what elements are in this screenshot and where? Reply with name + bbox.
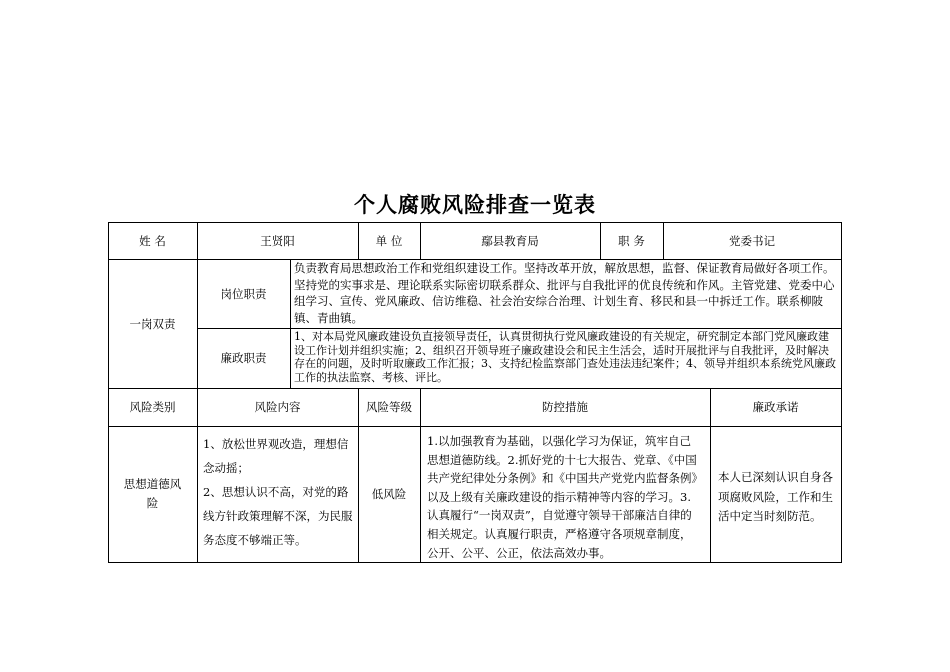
risk-content-header: 风险内容 — [254, 400, 301, 414]
position-label: 职 务 — [618, 233, 645, 248]
clean-duty-label: 廉政职责 — [220, 351, 267, 365]
name-value: 王贤阳 — [260, 233, 295, 248]
risk-category-header: 风险类别 — [129, 400, 176, 414]
risk-content-item-2: 2、思想认识不高，对党的路线方针政策理解不深，为民服务态度不够端正等。 — [203, 485, 353, 547]
name-label: 姓 名 — [139, 233, 166, 248]
risk-content-cell — [197, 426, 358, 562]
integrity-commitment-header: 廉政承诺 — [752, 400, 799, 414]
document-title: 个人腐败风险排查一览表 — [354, 192, 596, 217]
job-duty-label: 岗位职责 — [220, 286, 267, 301]
risk-level-header: 风险等级 — [366, 400, 412, 414]
job-duty-text: 负责教育局思想政治工作和党组织建设工作。坚持改革开放，解放思想，监督、保证教育局做好各项工作。坚持党的实事求是、理论联系实际密切联系群众、批评与自我批评的优良传统和作风。主管党建、党委中心组学习、宣传、党风廉政、信访维稳、社会治安综合治理、计划生育、移民和县一中拆迁工作。联系柳陂镇、青曲镇。 — [294, 261, 835, 325]
unit-label: 单 位 — [375, 233, 403, 248]
unit-value: 鄢县教育局 — [481, 233, 539, 248]
clean-duty-text: 1、对本局党风廉政建设负直接领导责任，认真贯彻执行党风廉政建设的有关规定，研究制定本部门党风廉政建设工作计划并组织实施；2、组织召开领导班子廉政建设会和民主生活会，适时开展批评与自我批评，及时解决存在的问题，及时听取廉政工作汇报；3、支持纪检监察部门查处违法违纪案件；4、领导并组织本系统党风廉政工作的执法监察、考核、评比。 — [294, 330, 836, 384]
integrity-commitment-text: 本人已深刻认识自身各项腐败风险，工作和生活中定当时刻防范。 — [718, 470, 833, 523]
responsibility-group-label: 一岗双责 — [129, 316, 176, 331]
risk-content-item-1: 1、放松世界观改造，理想信念动摇； — [203, 437, 349, 475]
position-value: 党委书记 — [729, 233, 775, 248]
risk-level-value: 低风险 — [371, 487, 407, 501]
prevention-measures-header: 防控措施 — [542, 400, 588, 414]
risk-category-value: 思想道德风险 — [123, 477, 182, 510]
prevention-measures-text: 1.以加强教育为基础，以强化学习为保证，筑牢自己思想道德防线。2.抓好党的十七大报告、党章、《中国共产党纪律处分条例》和《中国共产党党内监督条例》以及上级有关廉政建设的指示精神等内容的学习。3.认真履行“一岗双责”，自觉遵守领导干部廉洁自律的相关规定。认真履行职责，严格遵守各项规章制度，公开、公平、公正，依法高效办事。 — [427, 434, 698, 560]
